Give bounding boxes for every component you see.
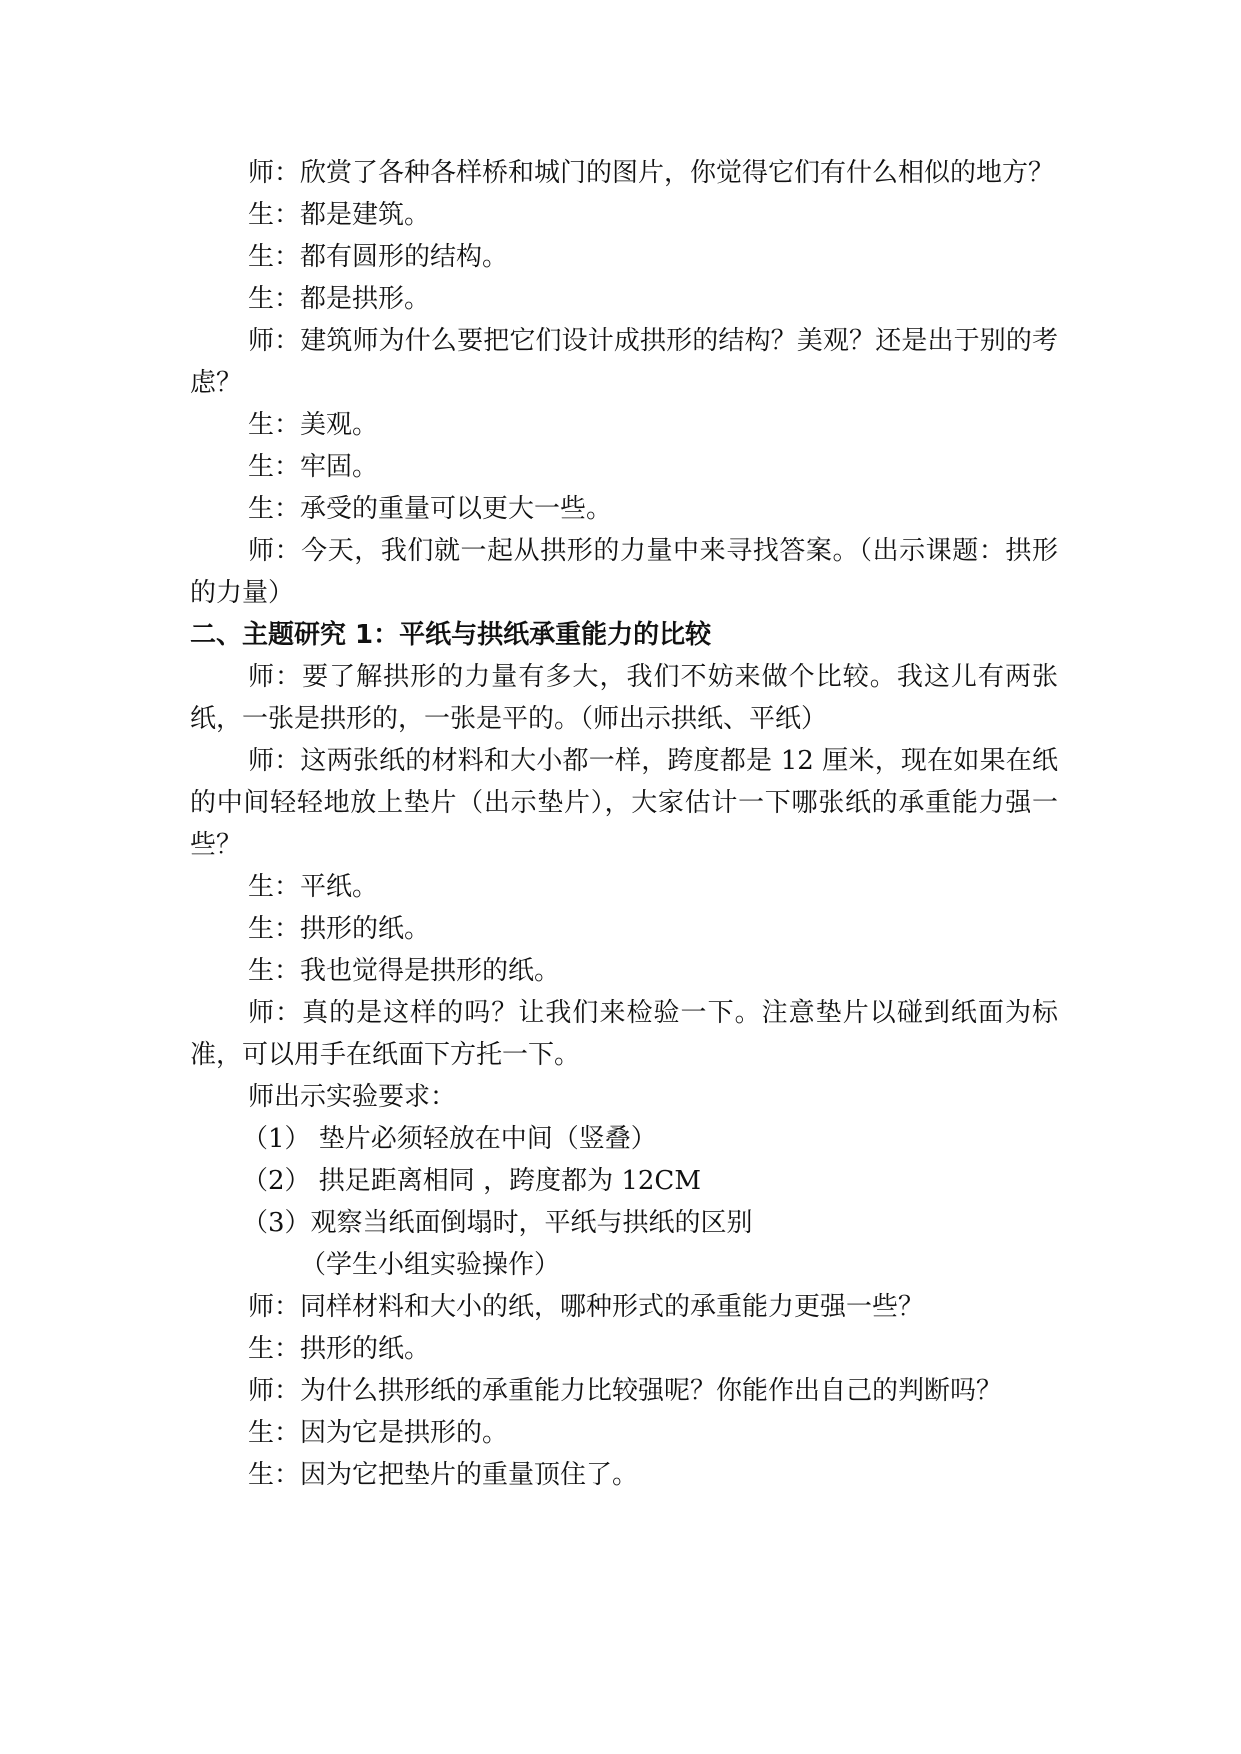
teacher-line: 师：欣赏了各种各样桥和城门的图片，你觉得它们有什么相似的地方？ <box>248 158 1055 188</box>
student-line: 生：都有圆形的结构。 <box>248 242 509 272</box>
student-line: 生：承受的重量可以更大一些。 <box>248 494 613 524</box>
activity-note: （学生小组实验操作） <box>300 1250 561 1280</box>
student-line: 生：因为它是拱形的。 <box>248 1418 509 1448</box>
student-line: 生：都是建筑。 <box>248 200 431 230</box>
teacher-line: 师：建筑师为什么要把它们设计成拱形的结构？美观？还是出于别的考虑？ <box>190 326 1058 398</box>
student-line: 生：牢固。 <box>248 452 379 482</box>
teacher-line: 师：同样材料和大小的纸，哪种形式的承重能力更强一些？ <box>248 1292 925 1322</box>
student-line: 生：平纸。 <box>248 872 379 902</box>
student-line: 生：美观。 <box>248 410 379 440</box>
student-line: 生：拱形的纸。 <box>248 1334 431 1364</box>
requirement-item: （3）观察当纸面倒塌时，平纸与拱纸的区别 <box>242 1208 753 1238</box>
requirements-intro: 师出示实验要求： <box>248 1082 457 1112</box>
teacher-line: 师：为什么拱形纸的承重能力比较强呢？你能作出自己的判断吗？ <box>248 1376 1003 1406</box>
teacher-line: 师：这两张纸的材料和大小都一样，跨度都是 12 厘米，现在如果在纸的中间轻轻地放上垫片（出示垫片），大家估计一下哪张纸的承重能力强一些？ <box>190 746 1058 860</box>
student-line: 生：因为它把垫片的重量顶住了。 <box>248 1460 639 1490</box>
requirement-item: （1） 垫片必须轻放在中间（竖叠） <box>242 1124 657 1154</box>
requirement-item: （2） 拱足距离相同 ，跨度都为 12CM <box>242 1166 701 1196</box>
student-line: 生：拱形的纸。 <box>248 914 431 944</box>
document-page <box>190 152 1058 1496</box>
student-line: 生：都是拱形。 <box>248 284 431 314</box>
teacher-line: 师：今天，我们就一起从拱形的力量中来寻找答案。（出示课题：拱形的力量） <box>190 536 1058 608</box>
teacher-line: 师：真的是这样的吗？让我们来检验一下。注意垫片以碰到纸面为标准，可以用手在纸面下方托一下。 <box>190 998 1058 1070</box>
student-line: 生：我也觉得是拱形的纸。 <box>248 956 561 986</box>
section-heading: 二、主题研究 1：平纸与拱纸承重能力的比较 <box>190 620 712 650</box>
teacher-line: 师：要了解拱形的力量有多大，我们不妨来做个比较。我这儿有两张纸，一张是拱形的，一张是平的。（师出示拱纸、平纸） <box>190 662 1058 734</box>
